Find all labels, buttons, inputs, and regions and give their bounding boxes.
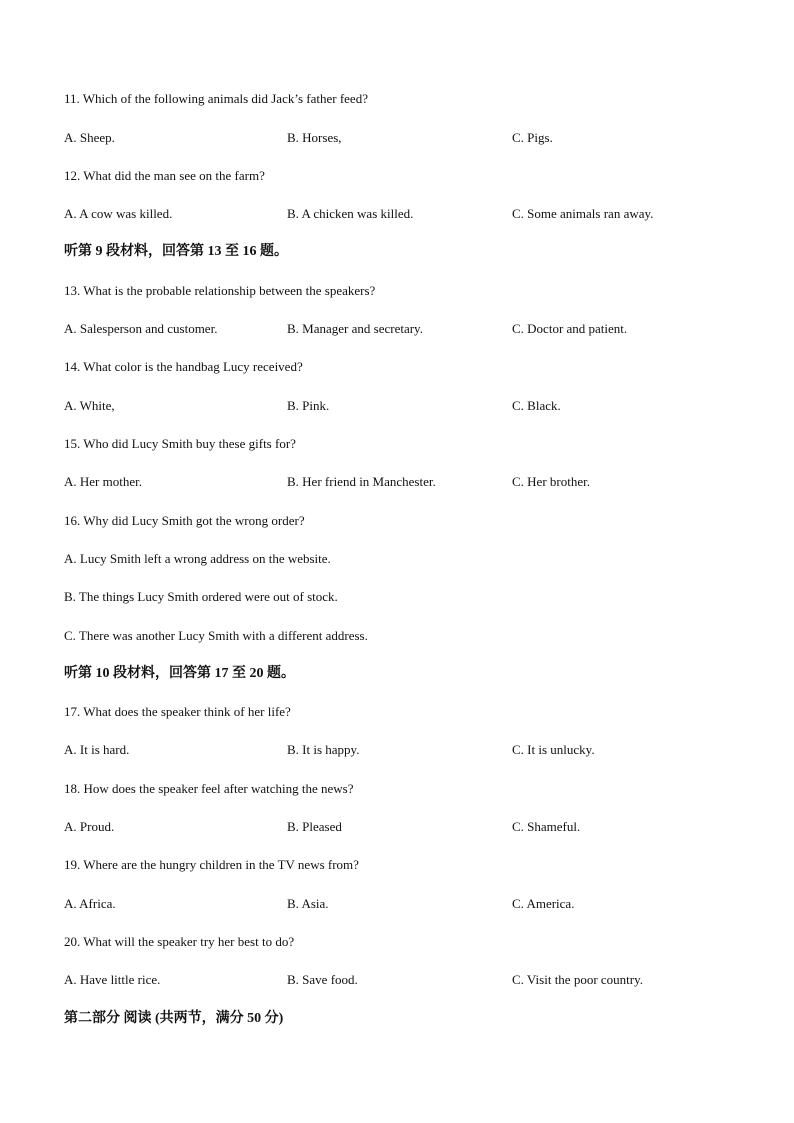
question-15: 15. Who did Lucy Smith buy these gifts for? — [64, 436, 296, 451]
option-16-b: B. The things Lucy Smith ordered were out of stock. — [64, 589, 338, 604]
option-12-b: B. A chicken was killed. — [287, 206, 414, 221]
option-17-a: A. It is hard. — [64, 742, 130, 757]
option-12-a: A. A cow was killed. — [64, 206, 173, 221]
question-20: 20. What will the speaker try her best to do? — [64, 934, 295, 949]
section-9-heading: 听第 9 段材料，回答第 13 至 16 题。 — [64, 244, 288, 259]
option-19-b: B. Asia. — [287, 896, 329, 911]
option-17-c: C. It is unlucky. — [512, 742, 595, 757]
option-15-c: C. Her brother. — [512, 474, 590, 489]
question-14: 14. What color is the handbag Lucy received? — [64, 359, 303, 374]
option-12-c: C. Some animals ran away. — [512, 206, 654, 221]
question-19: 19. Where are the hungry children in the TV news from? — [64, 857, 359, 872]
option-11-a: A. Sheep. — [64, 130, 115, 145]
question-12: 12. What did the man see on the farm? — [64, 168, 265, 183]
option-13-c: C. Doctor and patient. — [512, 321, 628, 336]
question-18: 18. How does the speaker feel after watching the news? — [64, 781, 354, 796]
option-11-b: B. Horses, — [287, 130, 342, 145]
option-16-a: A. Lucy Smith left a wrong address on the website. — [64, 551, 331, 566]
option-15-b: B. Her friend in Manchester. — [287, 474, 436, 489]
option-15-a: A. Her mother. — [64, 474, 142, 489]
option-14-c: C. Black. — [512, 398, 561, 413]
question-17: 17. What does the speaker think of her life? — [64, 704, 291, 719]
option-20-c: C. Visit the poor country. — [512, 972, 644, 987]
option-19-c: C. America. — [512, 896, 575, 911]
question-11: 11. Which of the following animals did Jack’s father feed? — [64, 91, 368, 106]
option-18-c: C. Shameful. — [512, 819, 581, 834]
option-14-b: B. Pink. — [287, 398, 330, 413]
option-17-b: B. It is happy. — [287, 742, 360, 757]
option-13-b: B. Manager and secretary. — [287, 321, 423, 336]
option-20-b: B. Save food. — [287, 972, 358, 987]
option-14-a: A. White, — [64, 398, 115, 413]
option-13-a: A. Salesperson and customer. — [64, 321, 218, 336]
option-20-a: A. Have little rice. — [64, 972, 161, 987]
option-11-c: C. Pigs. — [512, 130, 553, 145]
option-19-a: A. Africa. — [64, 896, 116, 911]
section-10-heading: 听第 10 段材料，回答第 17 至 20 题。 — [64, 666, 295, 681]
option-16-c: C. There was another Lucy Smith with a different address. — [64, 628, 368, 643]
option-18-b: B. Pleased — [287, 819, 342, 834]
question-13: 13. What is the probable relationship between the speakers? — [64, 283, 376, 298]
option-18-a: A. Proud. — [64, 819, 115, 834]
question-16: 16. Why did Lucy Smith got the wrong order? — [64, 513, 305, 528]
part-2-heading: 第二部分 阅读 (共两节，满分 50 分) — [64, 1011, 284, 1026]
